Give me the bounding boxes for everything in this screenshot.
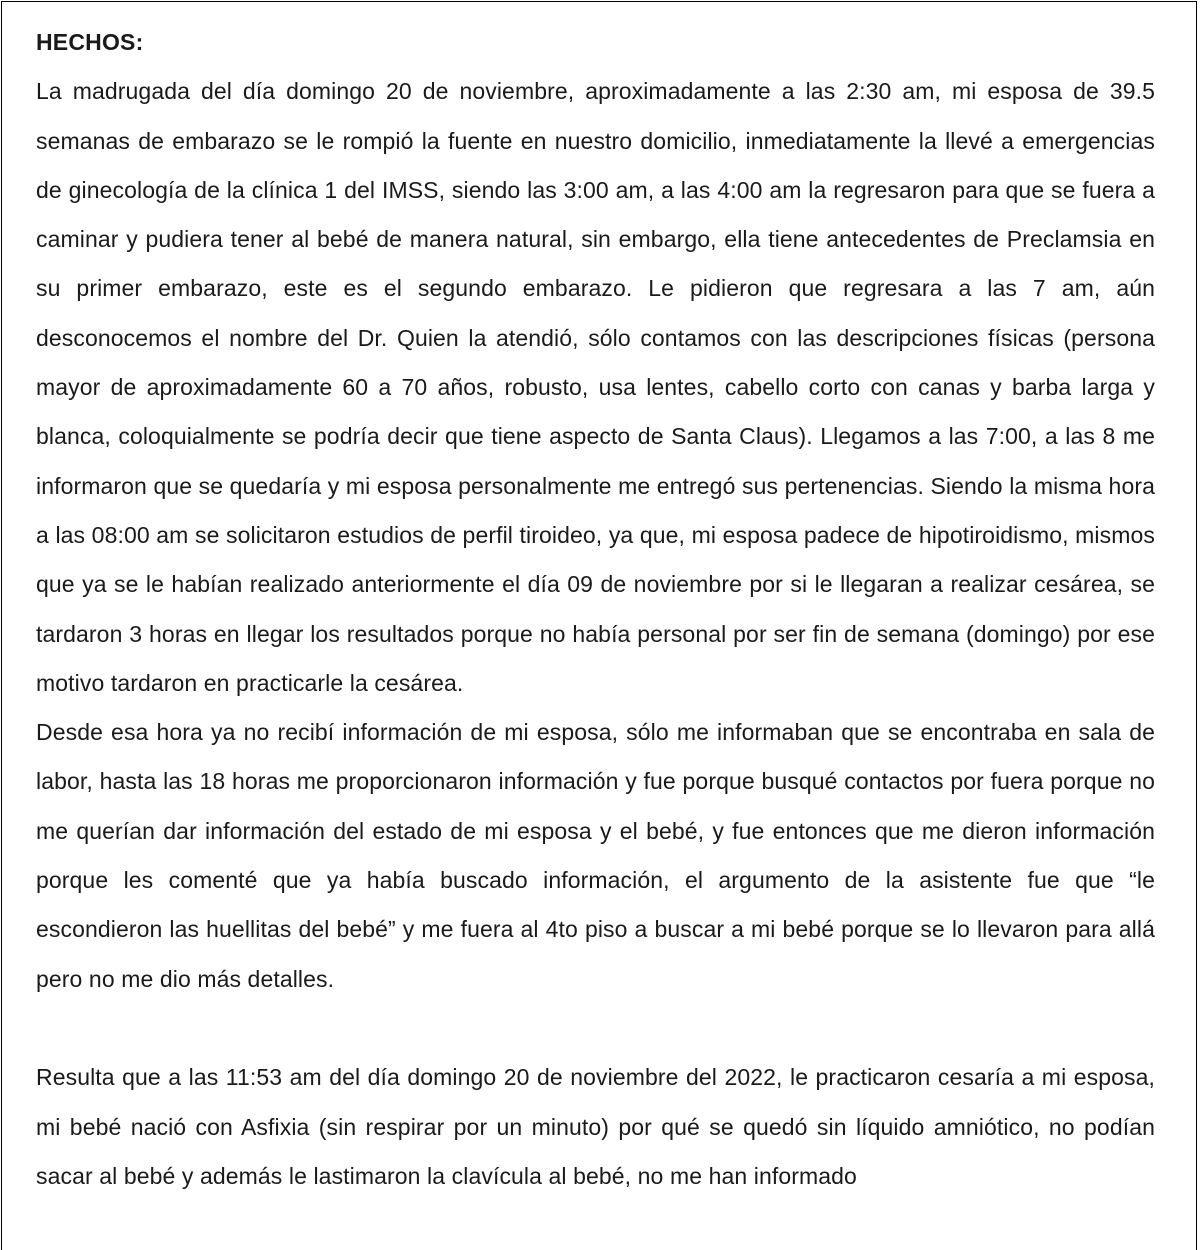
paragraph-1: La madrugada del día domingo 20 de noviembre, aproximadamente a las 2:30 am, mi esposa de 39.5 semanas de embarazo se le rompió la fuente en nuestro domicilio, inmediatamente la llevé a emergencias de ginecología de la clínica 1 del IMSS, siendo las 3:00 am, a las 4:00 am la regresaron para que se fuera a caminar y pudiera tener al bebé de manera natural, sin embargo, ella tiene antecedentes de Preclamsia en su primer embarazo, este es el segundo embarazo. Le pidieron que regresara a las 7 am, aún desconocemos el nombre del Dr. Quien la atendió, sólo contamos con las descripciones físicas (persona mayor de aproximadamente 60 a 70 años, robusto, usa lentes, cabello corto con canas y barba larga y blanca, coloquialmente se podría decir que tiene aspecto de Santa Claus). Llegamos a las 7:00, a las 8 me informaron que se quedaría y mi esposa personalmente me entregó sus pertenencias. Siendo la misma hora a las 08:00 am se solicitaron estudios de perfil tiroideo, ya que, mi esposa padece de hipotiroidismo, mismos que ya se le habían realizado anteriormente el día 09 de noviembre por si le llegaran a realizar cesárea, se tardaron 3 horas en llegar los resultados porque no había personal por ser fin de semana (domingo) por ese motivo tardaron en practicarle la cesárea. [36,78,1155,696]
document-page [1,1,1197,1250]
paragraph-3: Resulta que a las 11:53 am del día domingo 20 de noviembre del 2022, le practicaron cesaría a mi esposa, mi bebé nació con Asfixia (sin respirar por un minuto) por qué se quedó sin líquido amniótico, no podían sacar al bebé y además le lastimaron la clavícula al bebé, no me han informado [36,1064,1155,1189]
document-body [36,18,1155,1201]
blank-line [36,1004,1155,1053]
paragraph-2: Desde esa hora ya no recibí información de mi esposa, sólo me informaban que se encontraba en sala de labor, hasta las 18 horas me proporcionaron información y fue porque busqué contactos por fuera porque no me querían dar información del estado de mi esposa y el bebé, y fue entonces que me dieron información porque les comenté que ya había buscado información, el argumento de la asistente fue que “le escondieron las huellitas del bebé” y me fuera al 4to piso a buscar a mi bebé porque se lo llevaron para allá pero no me dio más detalles. [36,719,1155,992]
section-heading: HECHOS: [36,29,144,55]
